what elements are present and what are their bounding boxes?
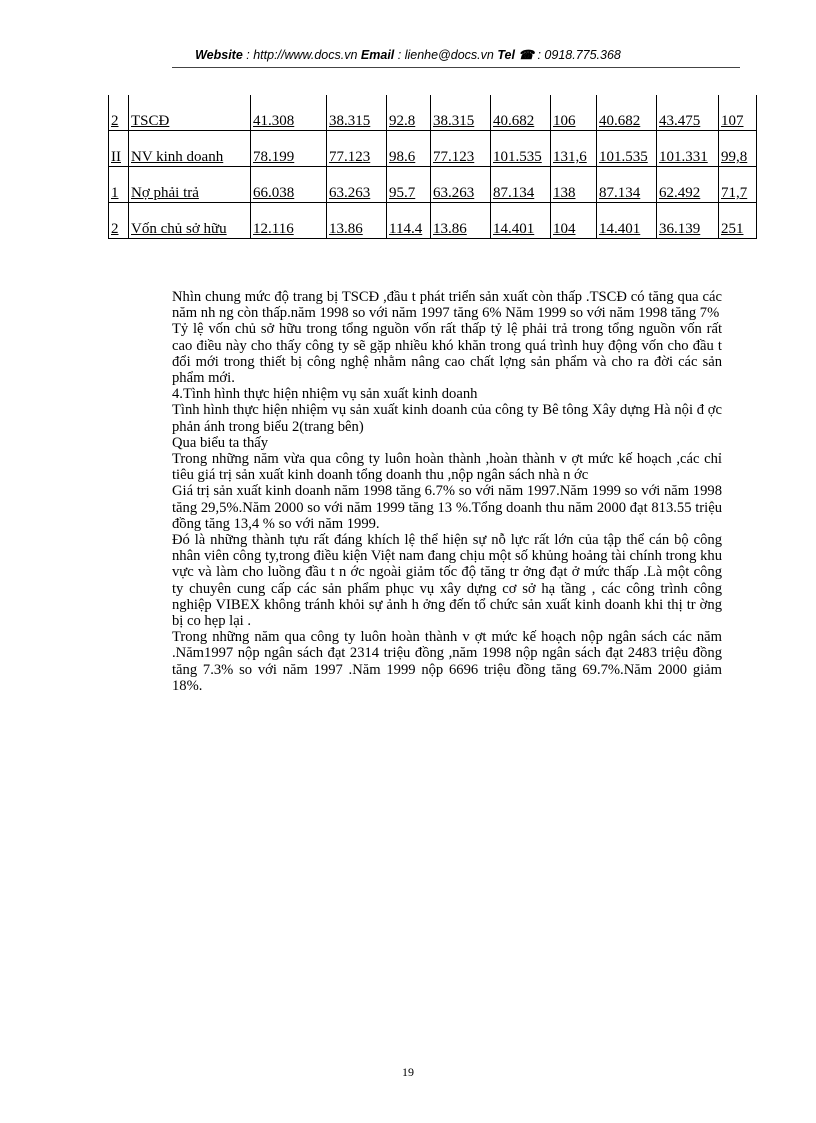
table-cell — [431, 95, 491, 131]
cell-text: 77.123 — [329, 149, 371, 165]
cell-text: 71,7 — [721, 185, 748, 201]
table-cell — [387, 95, 431, 131]
cell-text: 107 — [721, 113, 744, 129]
paragraph: Đó là những thành tựu rất đáng khích lệ thể hiện sự nỗ lực rất lớn của tập thể cán bộ công nhân viên công ty,trong điều kiện Việt nam đang chịu một số khủng hoảng tài chính trong khu vực và làm cho luồng đầu t n ớc ngoài giảm tốc độ tăng tr ởng đạt ở mức thấp .Là một công ty chuyên cung cấp các sản phẩm phục vụ xây dựng cơ sở hạ tầng , các công trình công nghiệp VIBEX không tránh khỏi sự ảnh h ởng đến tổ chức sản xuất kinh doanh khi thị tr ờng bị co hẹp lại . — [172, 532, 722, 630]
paragraph: Tỷ lệ vốn chủ sở hữu trong tổng nguồn vốn rất thấp tỷ lệ phải trả trong tổng nguồn vốn rất cao điều này cho thấy công ty sẽ gặp nhiều khó khăn trong quá trình huy động vốn cho đầu t đổi mới trong thiết bị công nghệ nhằm nâng cao chất lợng sản phẩm và cho ra đời các sản phẩm mới. — [172, 321, 722, 387]
cell-text: 101.535 — [599, 149, 648, 165]
paragraph: Giá trị sản xuất kinh doanh năm 1998 tăng 6.7% so với năm 1997.Năm 1999 so với năm 1998 tăng 29,5%.Năm 2000 so với năm 1999 tăng 13 %.Tổng doanh thu năm 2000 đạt 813.55 triệu đồng tăng 13,4 % so với năm 1999. — [172, 483, 722, 532]
table-cell — [387, 167, 431, 203]
table-cell — [597, 95, 657, 131]
cell-text: 1 — [111, 185, 119, 201]
cell-text: 95.7 — [389, 185, 416, 201]
cell-text: 87.134 — [493, 185, 535, 201]
paragraph: Trong những năm vừa qua công ty luôn hoàn thành ,hoàn thành v ợt mức kế hoạch ,các chỉ tiêu giá trị sản xuất kinh doanh tổng doanh thu ,nộp ngân sách nhà n ớc — [172, 451, 722, 484]
table-cell — [657, 203, 719, 239]
table-cell — [129, 167, 251, 203]
cell-text: 43.475 — [659, 113, 701, 129]
cell-text: 138 — [553, 185, 576, 201]
cell-text: 14.401 — [599, 221, 641, 237]
table-cell — [491, 95, 551, 131]
cell-text: 66.038 — [253, 185, 295, 201]
telephone-icon: ☎ — [518, 48, 534, 62]
paragraph: Nhìn chung mức độ trang bị TSCĐ ,đầu t phát triển sản xuất còn thấp .TSCĐ có tăng qua các năm nh ng còn thấp.năm 1998 so với năm 1997 tăng 6% Năm 1999 so với năm 1998 tăng 7% — [172, 289, 722, 322]
table-row — [109, 167, 757, 203]
cell-text: 62.492 — [659, 185, 701, 201]
table-cell — [109, 131, 129, 167]
table-cell — [551, 95, 597, 131]
table-cell — [327, 167, 387, 203]
table-cell — [109, 167, 129, 203]
cell-text: 101.331 — [659, 149, 708, 165]
cell-text: 104 — [553, 221, 576, 237]
cell-text: 40.682 — [493, 113, 535, 129]
table-cell — [387, 203, 431, 239]
email-address: : lienhe@docs.vn — [394, 48, 494, 62]
cell-text: 101.535 — [493, 149, 542, 165]
table-cell — [491, 167, 551, 203]
cell-text: 63.263 — [329, 185, 371, 201]
table-cell — [551, 131, 597, 167]
table-cell — [251, 95, 327, 131]
website-url: : http://www.docs.vn — [242, 48, 358, 62]
table-cell — [657, 131, 719, 167]
paragraph: Qua biểu ta thấy — [172, 434, 269, 451]
table-cell — [431, 203, 491, 239]
table-cell — [129, 203, 251, 239]
table-row — [109, 95, 757, 131]
cell-text: II — [111, 149, 121, 165]
header-divider — [172, 67, 740, 68]
table-cell — [597, 131, 657, 167]
cell-text: NV kinh doanh — [131, 149, 224, 165]
table-cell — [109, 95, 129, 131]
cell-text: 38.315 — [433, 113, 475, 129]
page-header — [0, 47, 816, 62]
email-label: Email — [360, 48, 395, 62]
cell-text: 40.682 — [599, 113, 641, 129]
cell-text: 13.86 — [329, 221, 363, 237]
cell-text: 106 — [553, 113, 576, 129]
cell-text: 2 — [111, 113, 119, 129]
table-cell — [129, 131, 251, 167]
table-cell — [327, 95, 387, 131]
cell-text: 99,8 — [721, 149, 748, 165]
table-cell — [491, 131, 551, 167]
table-cell — [597, 167, 657, 203]
cell-text: 77.123 — [433, 149, 475, 165]
cell-text: 78.199 — [253, 149, 295, 165]
cell-text: TSCĐ — [131, 113, 170, 129]
cell-text: Nợ phải trả — [131, 185, 199, 201]
table-cell — [431, 131, 491, 167]
table-cell — [431, 167, 491, 203]
cell-text: 41.308 — [253, 113, 295, 129]
table-cell — [491, 203, 551, 239]
page-number: 19 — [402, 1065, 414, 1079]
table-cell — [327, 131, 387, 167]
table-cell — [657, 167, 719, 203]
table-cell — [719, 95, 757, 131]
table-row — [109, 203, 757, 239]
table-cell — [109, 203, 129, 239]
paragraph: Tình hình thực hiện nhiệm vụ sản xuất kinh doanh của công ty Bê tông Xây dựng Hà nội đ ợc phản ánh trong biểu 2(trang bên) — [172, 402, 722, 435]
table-cell — [597, 203, 657, 239]
table-cell — [719, 131, 757, 167]
tel-number: : 0918.775.368 — [534, 48, 621, 62]
table-cell — [251, 167, 327, 203]
cell-text: 12.116 — [253, 221, 294, 237]
cell-text: 98.6 — [389, 149, 416, 165]
tel-label: Tel — [497, 48, 515, 62]
cell-text: 131,6 — [553, 149, 587, 165]
cell-text: Vốn chủ sở hữu — [131, 221, 227, 237]
table-cell — [251, 131, 327, 167]
cell-text: 2 — [111, 221, 119, 237]
table-row — [109, 131, 757, 167]
table-cell — [657, 95, 719, 131]
cell-text: 114.4 — [389, 221, 423, 237]
cell-text: 13.86 — [433, 221, 467, 237]
table-cell — [551, 203, 597, 239]
financial-table — [108, 95, 757, 239]
cell-text: 38.315 — [329, 113, 371, 129]
table-cell — [129, 95, 251, 131]
cell-text: 87.134 — [599, 185, 641, 201]
cell-text: 63.263 — [433, 185, 475, 201]
table-cell — [251, 203, 327, 239]
website-label: Website — [195, 48, 243, 62]
table-cell — [719, 167, 757, 203]
cell-text: 36.139 — [659, 221, 701, 237]
paragraph: Trong những năm qua công ty luôn hoàn thành v ợt mức kế hoạch nộp ngân sách các năm .Năm1997 nộp ngân sách đạt 2314 triệu đồng ,năm 1998 nộp ngân sách đạt 2483 triệu đồng tăng 7.3% so với năm 1997 .Năm 1999 nộp 6696 triệu đồng tăng 69.7%.Năm 2000 giảm 18%. — [172, 629, 722, 694]
body-text — [172, 289, 722, 694]
table-cell — [327, 203, 387, 239]
cell-text: 14.401 — [493, 221, 535, 237]
table-cell — [387, 131, 431, 167]
table-cell — [719, 203, 757, 239]
section-heading: 4.Tình hình thực hiện nhiệm vụ sản xuất kinh doanh — [172, 386, 478, 403]
cell-text: 92.8 — [389, 113, 416, 129]
cell-text: 251 — [721, 221, 744, 237]
table-cell — [551, 167, 597, 203]
